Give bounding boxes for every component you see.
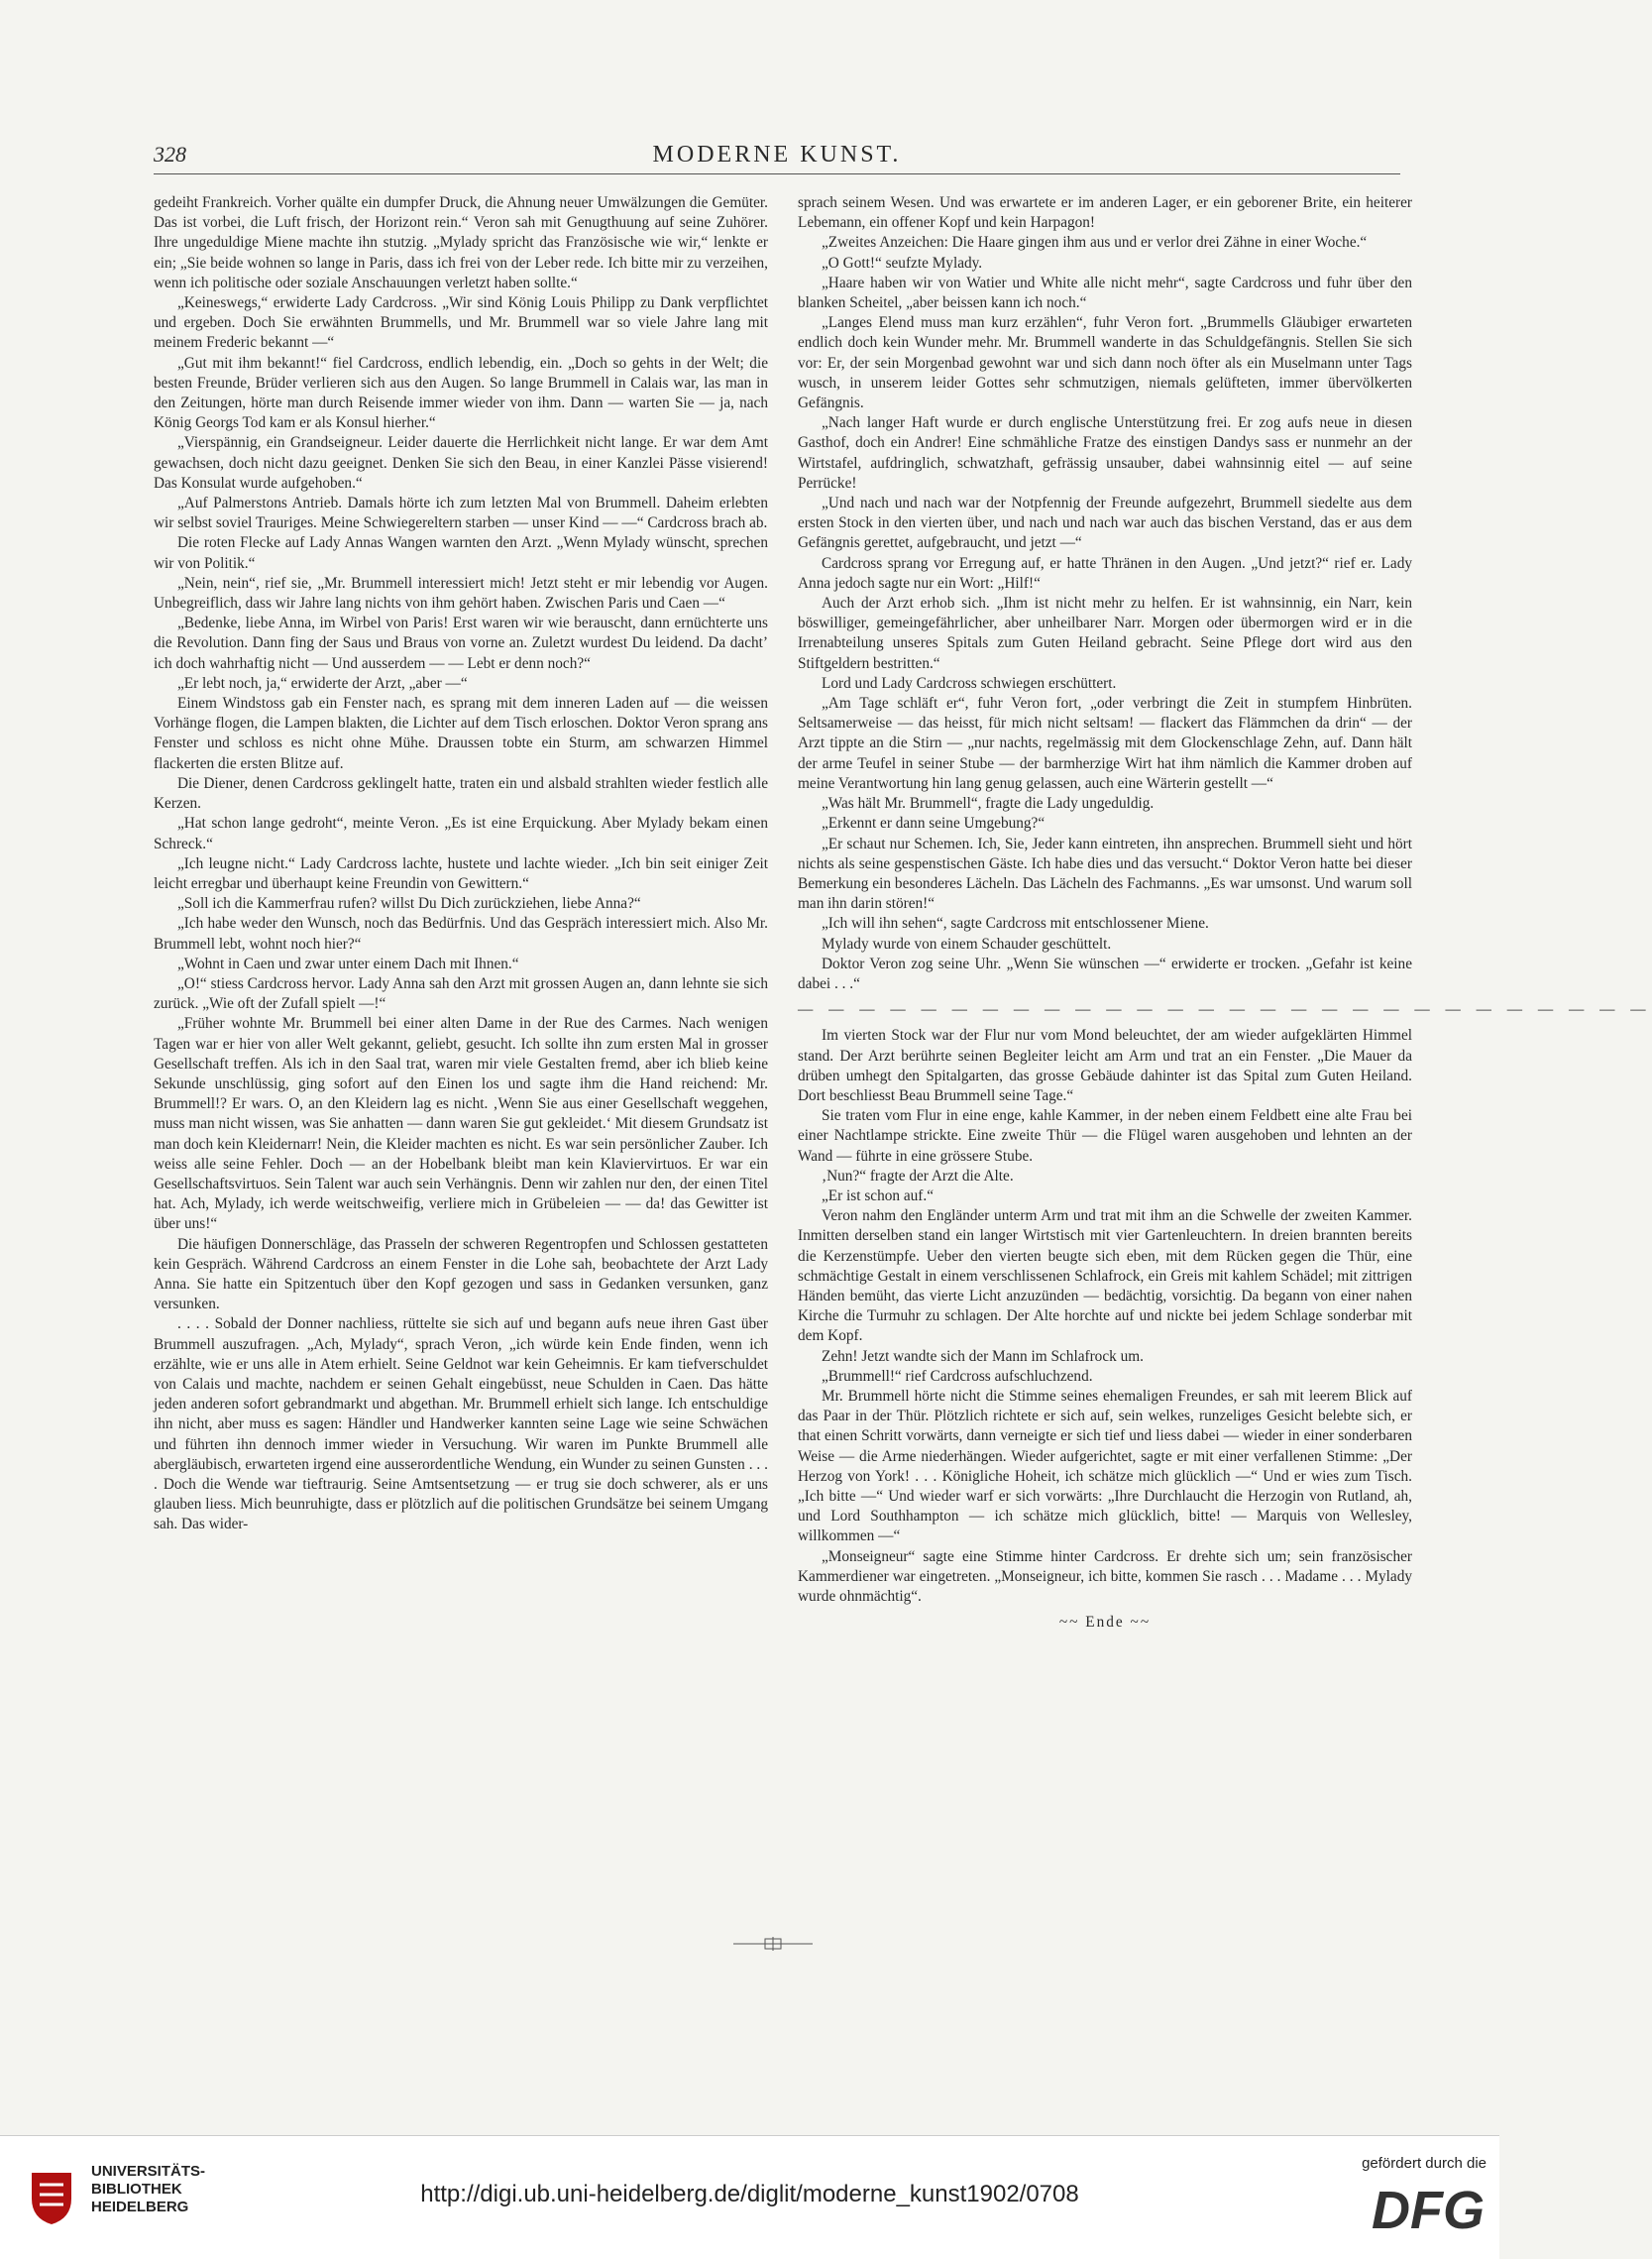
paragraph: Die roten Flecke auf Lady Annas Wangen warnten den Arzt. „Wenn Mylady wünscht, sprechen wir von Politik.“ xyxy=(154,534,768,572)
paragraph: Mr. Brummell hörte nicht die Stimme seines ehemaligen Freundes, er sah mit leerem Blick auf das Paar in der Thür. Plötzlich richtete er sich auf, sein welkes, runzeliges Gesicht belebte sich, er that einen Schritt vorwärts, dann verneigte er sich tief und liess dabei — wieder in einer sonderbaren Weise — die Arme niederhängen. Wieder aufgerichtet, sagte er mit einer verfallenen Stimme: „Der Herzog von York! . . . Königliche Hoheit, ich schätze mich glücklich —“ Und er wies zum Tisch. „Ich bitte —“ Und wieder warf er sich vorwärts: „Ihre Durchlaucht die Herzogin von Rutland, ah, und Lord Southhampton — ich schätze mich glücklich, bitte! — Marquis von Wellesley, willkommen —“ xyxy=(798,1387,1412,1545)
text-column-left xyxy=(154,193,768,1535)
paragraph: „Wohnt in Caen und zwar unter einem Dach mit Ihnen.“ xyxy=(177,955,519,972)
paragraph: „Erkennt er dann seine Umgebung?“ xyxy=(822,815,1046,833)
paragraph: . . . . Sobald der Donner nachliess, rüttelte sie sich auf und begann aufs neue ihren Gast über Brummell auszufragen. „Ach, Mylady“, sprach Veron, „ich würde kein Ende finden, wenn ich erzählte, wie er uns alle in Atem erhielt. Seine Geldnot war kein Geheimnis. Er kam tiefverschuldet von Calais und machte, nachdem er seinen Gehalt eingebüsst, neue Schulden in Caen. Das hätte jeden anderen sofort gebrandmarkt und abgethan. Mr. Brummell erhielt sich lange. Ich entschuldige ihn nicht, aber muss es sagen: Händler und Handwerker kannten seine Lage wie seine Schwächen und führten ihn dennoch immer wieder in Versuchung. Wir waren im Punkte Brummell alle abergläubisch, erwarteten irgend eine ausserordentliche Wendung, ein Wunder zu seinen Gunsten . . . . Doch die Wende war tieftraurig. Seine Amtsentsetzung — er trug sie doch schwerer, als er uns glauben liess. Mich beunruhigte, dass er plötzlich auf die politischen Grundsätze bei seinem Umgang sah. Das wider- xyxy=(154,1315,768,1533)
dfg-logo-text: DFG xyxy=(1372,2181,1485,2240)
digitization-footer xyxy=(0,2135,1499,2259)
paragraph: „Am Tage schläft er“, fuhr Veron fort, „oder verbringt die Zeit in stumpfem Hinbrüten. Seltsamerweise — das heisst, für mich nicht seltsam! — flackert das Flämmchen da drin“ — der Arzt tippte an die Stirn — „nur nachts, regelmässig mit dem Glockenschlage Zehn, auf. Dann hält der arme Teufel in seiner Stube — der barmherzige Wirt hat ihm nämlich die Kammer droben auf meine Verantwortung hin lang genug gelassen, auch eine Wärterin gestellt —“ xyxy=(798,695,1412,792)
paragraph: „Brummell!“ rief Cardcross aufschluchzend. xyxy=(822,1367,1093,1385)
paragraph: Cardcross sprang vor Erregung auf, er hatte Thränen in den Augen. „Und jetzt?“ rief er. Lady Anna jedoch sagte nur ein Wort: „Hilf!“ xyxy=(798,554,1412,592)
source-url-link[interactable]: http://digi.ub.uni-heidelberg.de/diglit/moderne_kunst1902/0708 xyxy=(420,2181,1079,2207)
paragraph: „Langes Elend muss man kurz erzählen“, fuhr Veron fort. „Brummells Gläubiger erwarteten endlich doch kein Wunder mehr. Mr. Brummell wanderte in das Schuldgefängnis. Stellen Sie sich vor: Er, der sein Morgenbad gewohnt war und sich dann noch öfter als ein Muselmann unter Tags wusch, in unserem leider Gottes sehr schmutzigen, niemals gelüfteten, immer übervölkerten Gefängnis. xyxy=(798,314,1412,412)
paragraph: „Er schaut nur Schemen. Ich, Sie, Jeder kann eintreten, ihn ansprechen. Brummell sieht und hört nichts als seine gespenstischen Gäste. Ich habe dies und das versucht.“ Doktor Veron hatte bei dieser Bemerkung ein besonderes Lächeln. Das Lächeln des Fachmanns. „Es war umsonst. Und warum soll man ihn darin stören!“ xyxy=(798,835,1412,913)
paragraph: „Nach langer Haft wurde er durch englische Unterstützung frei. Er zog aufs neue in diesen Gasthof, doch ein Andrer! Eine schmähliche Fratze des einstigen Dandys sass er nunmehr an der Wirtstafel, aufdringlich, schwatzhaft, gefrässig unsauber, dabei wahnsinnig eitel — auf seine Perrücke! xyxy=(798,414,1412,492)
paragraph: Doktor Veron zog seine Uhr. „Wenn Sie wünschen —“ erwiderte er trocken. „Gefahr ist keine dabei . . .“ xyxy=(798,955,1412,992)
paragraph: Mylady wurde von einem Schauder geschüttelt. xyxy=(822,935,1112,953)
ornament-divider-icon xyxy=(733,1937,813,1951)
paragraph: „O!“ stiess Cardcross hervor. Lady Anna sah den Arzt mit grossen Augen an, dann lehnte sie sich zurück. „Wie oft der Zufall spielt —!“ xyxy=(154,974,768,1013)
paragraph: „Gut mit ihm bekannt!“ fiel Cardcross, endlich lebendig, ein. „Doch so gehts in der Welt; die besten Freunde, Brüder verlieren sich aus den Augen. So lange Brummell in Calais war, las man in den Zeitungen, hörte man durch Reisende immer wieder von ihm. Dann — warten Sie — ja, nach König Georgs Tod kam er als Konsul hierher.“ xyxy=(154,354,768,432)
page-number: 328 xyxy=(154,142,186,167)
paragraph: ‚Nun?“ fragte der Arzt die Alte. xyxy=(822,1167,1014,1185)
paragraph: Auch der Arzt erhob sich. „Ihm ist nicht mehr zu helfen. Er ist wahnsinnig, ein Narr, kein böswilliger, gemeingefährlicher, aber unheilbarer Narr. Morgen oder übermorgen wird er in die Irrenabteilung unseres Spitals zum Guten Heiland gebracht. Seine Pflege dort wird aus den Stiftgeldern bestritten.“ xyxy=(798,595,1412,672)
university-name-line: HEIDELBERG xyxy=(91,2199,189,2215)
paragraph: „Nein, nein“, rief sie, „Mr. Brummell interessiert mich! Jetzt steht er mir lebendig vor Augen. Unbegreiflich, dass wir Jahre lang nichts von ihm gehört haben. Zwischen Paris und Caen —“ xyxy=(154,574,768,613)
paragraph: „Hat schon lange gedroht“, meinte Veron. „Es ist eine Erquickung. Aber Mylady bekam einen Schreck.“ xyxy=(154,815,768,852)
section-break-dashes: — — — — — — — — — — — — — — — — — — — — — — — — — — — — xyxy=(798,1001,1652,1019)
paragraph: „Er ist schon auf.“ xyxy=(822,1186,934,1204)
paragraph: Lord und Lady Cardcross schwiegen erschüttert. xyxy=(822,674,1117,692)
paragraph: „O Gott!“ seufzte Mylady. xyxy=(822,254,983,272)
paragraph: Zehn! Jetzt wandte sich der Mann im Schlafrock um. xyxy=(822,1347,1144,1365)
paragraph: sprach seinem Wesen. Und was erwartete er im anderen Lager, er ein geborener Brite, ein heiterer Lebemann, ein offener Kopf und kein Harpagon! xyxy=(798,194,1412,232)
text-column-right xyxy=(798,193,1652,1633)
paragraph: Einem Windstoss gab ein Fenster nach, es sprang mit dem inneren Laden auf — die weissen Vorhänge flogen, die Lampen blakten, die Lichter auf dem Tisch erloschen. Doktor Veron sprang ans Fenster und schloss es nicht ohne Mühe. Draussen tobte ein Sturm, am schwarzen Himmel flackerten die ersten Blitze auf. xyxy=(154,695,768,772)
dfg-logo-icon xyxy=(1348,2179,1487,2238)
paragraph: Die häufigen Donnerschläge, das Prasseln der schweren Regentropfen und Schlossen gestatteten kein Gespräch. Während Cardcross an einem Fenster in die Lohe sah, beobachtete der Arzt Lady Anna. Sie hatte ein Spitzentuch über den Kopf gezogen und sass in Gedanken versunken, ganz versunken. xyxy=(154,1235,768,1313)
paragraph: „Keineswegs,“ erwiderte Lady Cardcross. „Wir sind König Louis Philipp zu Dank verpflichtet und ergeben. Doch Sie erwähnten Brummells, und Mr. Brummell war so viele Jahre lang mit meinem Frederic bekannt —“ xyxy=(154,294,768,352)
footer-divider xyxy=(0,2135,1499,2136)
paragraph: „Zweites Anzeichen: Die Haare gingen ihm aus und er verlor drei Zähne in einer Woche.“ xyxy=(822,234,1368,252)
paragraph: „Ich habe weder den Wunsch, noch das Bedürfnis. Und das Gespräch interessiert mich. Also Mr. Brummell lebt, wohnt noch hier?“ xyxy=(154,915,768,953)
sponsor-area xyxy=(1328,2155,1487,2244)
university-name-line: BIBLIOTHEK xyxy=(91,2181,182,2198)
header-rule xyxy=(154,173,1400,174)
paragraph: Die Diener, denen Cardcross geklingelt hatte, traten ein und alsbald strahlten wieder festlich alle Kerzen. xyxy=(154,774,768,813)
paragraph: gedeiht Frankreich. Vorher quälte ein dumpfer Druck, die Ahnung neuer Umwälzungen die Gemüter. Das ist vorbei, die Luft frisch, der Horizont rein.“ Veron sah mit Genugthuung auf seine Zuhörer. Ihre ungeduldige Miene machte ihn stutzig. „Mylady spricht das Französische wie wir,“ lenkte er ein; „Sie beide wohnen so lange in Paris, dass ich frei von der Leber rede. Ich bitte mir zu verzeihen, wenn ich politische oder soziale Anschauungen verletzt haben sollte.“ xyxy=(154,194,768,291)
paragraph: „Ich will ihn sehen“, sagte Cardcross mit entschlossener Miene. xyxy=(822,915,1209,933)
paragraph: „Vierspännig, ein Grandseigneur. Leider dauerte die Herrlichkeit nicht lange. Er war dem Amt gewachsen, doch nicht dazu geeignet. Denken Sie sich den Beau, in einer Kanzlei Pässe visierend! Das Konsulat wurde aufgehoben.“ xyxy=(154,434,768,492)
paragraph: „Soll ich die Kammerfrau rufen? willst Du Dich zurückziehen, liebe Anna?“ xyxy=(177,895,641,913)
paragraph: „Früher wohnte Mr. Brummell bei einer alten Dame in der Rue des Carmes. Nach wenigen Tagen war er hier von aller Welt gekannt, geliebt, gesucht. Ich sollte ihn zum ersten Mal in grosser Gesellschaft treffen. Als ich in den Saal trat, waren mir viele Gestalten fremd, aber ich blieb keine Sekunde unschlüssig, ging sofort auf den Einen los und sagte ihm die Hand reichend: Mr. Brummell!? Er wars. O, an den Kleidern lag es nicht. ‚Wenn Sie aus einer Gesellschaft weggehen, muss man nicht wissen, was Sie anhatten — dann waren Sie gut gekleidet.‘ Mit diesem Grundsatz ist man doch kein Kleidernarr! Nein, die Kleider machten es nicht. Es war sein persönlicher Zauber. Ich weiss alle seine Fehler. Doch — an der Hobelbank bleibt man kein Klaviervirtuos. Er war ein Gesellschaftsvirtuos. Sein Talent war auch sein Verhängnis. Denn wir zahlen nur den, der einen Titel hat. Ach, Mylady, ich werde weitschweifig, verliere mich in Grübeleien — — da! das Gewitter ist über uns!“ xyxy=(154,1015,768,1233)
running-title: MODERNE KUNST. xyxy=(652,142,902,168)
paragraph: Sie traten vom Flur in eine enge, kahle Kammer, in der neben einem Feldbett eine alte Frau bei einer Nachtlampe strickte. Eine zweite Thür — die Flügel waren ausgehoben und lehnten an der Wand — führte in eine grössere Stube. xyxy=(798,1107,1412,1165)
page-header xyxy=(154,142,1400,171)
paragraph: „Was hält Mr. Brummell“, fragte die Lady ungeduldig. xyxy=(822,795,1155,813)
paragraph: „Haare haben wir von Watier und White alle nicht mehr“, sagte Cardcross und fuhr über den blanken Scheitel, „aber beissen kann ich noch.“ xyxy=(798,274,1412,312)
paragraph: Veron nahm den Engländer unterm Arm und trat mit ihm an die Schwelle der zweiten Kammer. Inmitten derselben stand ein langer Wirtstisch mit vier Gartenleuchtern. In dreien brannten bereits die Kerzenstümpfe. Ueber den vierten beugte sich eben, mit dem Rücken gegen die Thür, eine schmächtige Gestalt in einem verschlissenen Schlafrock, ein Greis mit kahlem Schädel; mit zittrigen Händen bemüht, das vierte Licht anzuzünden — bedächtig, vorsichtig. Da begann von einer nahen Kirche die Turmuhr zu schlagen. Der Alte horchte auf und nickte bei jedem Schlage sonderbar mit dem Kopf. xyxy=(798,1207,1412,1345)
end-mark: ~~ Ende ~~ xyxy=(1058,1614,1152,1632)
paragraph: „Monseigneur“ sagte eine Stimme hinter Cardcross. Er drehte sich um; sein französischer Kammerdiener war eingetreten. „Monseigneur, ich bitte, kommen Sie rasch . . . Madame . . . Mylady wurde ohnmächtig“. xyxy=(798,1547,1412,1606)
paragraph: „Bedenke, liebe Anna, im Wirbel von Paris! Erst waren wir wie berauscht, dann ernüchterte uns die Revolution. Dann fing der Saus und Braus von vorne an. Zuletzt wurdest Du leidend. Da dacht’ ich doch wahrhaftig nicht — Und ausserdem — — Lebt er denn noch?“ xyxy=(154,615,768,672)
sponsor-text: gefördert durch die xyxy=(1362,2155,1487,2172)
paragraph: „Er lebt noch, ja,“ erwiderte der Arzt, „aber —“ xyxy=(177,674,468,692)
paragraph: „Auf Palmerstons Antrieb. Damals hörte ich zum letzten Mal von Brummell. Daheim erlebten wir selbst soviel Trauriges. Meine Schwiegereltern starben — unser Kind — —“ Cardcross brach ab. xyxy=(154,495,768,532)
paragraph: „Ich leugne nicht.“ Lady Cardcross lachte, hustete und lachte wieder. „Ich bin seit einiger Zeit leicht erregbar und überhaupt keine Freundin von Gewittern.“ xyxy=(154,854,768,892)
paragraph: „Und nach und nach war der Notpfennig der Freunde aufgezehrt, Brummell siedelte aus dem ersten Stock in den vierten über, und nach und nach war auch das bischen Verstand, das er aus dem Gefängnis gerettet, aufgebraucht, und jetzt —“ xyxy=(798,495,1412,552)
university-name-line: UNIVERSITÄTS- xyxy=(91,2163,206,2180)
paragraph: Im vierten Stock war der Flur nur vom Mond beleuchtet, der am wieder aufgeklärten Himmel stand. Der Arzt berührte seinen Begleiter leicht am Arm und trat an ein Fenster. „Die Mauer da drüben umhegt den Spitalgarten, das grosse Gebäude dahinter ist das Spital zum Guten Heiland. Dort beschliesst Beau Brummell seine Tage.“ xyxy=(798,1027,1412,1104)
